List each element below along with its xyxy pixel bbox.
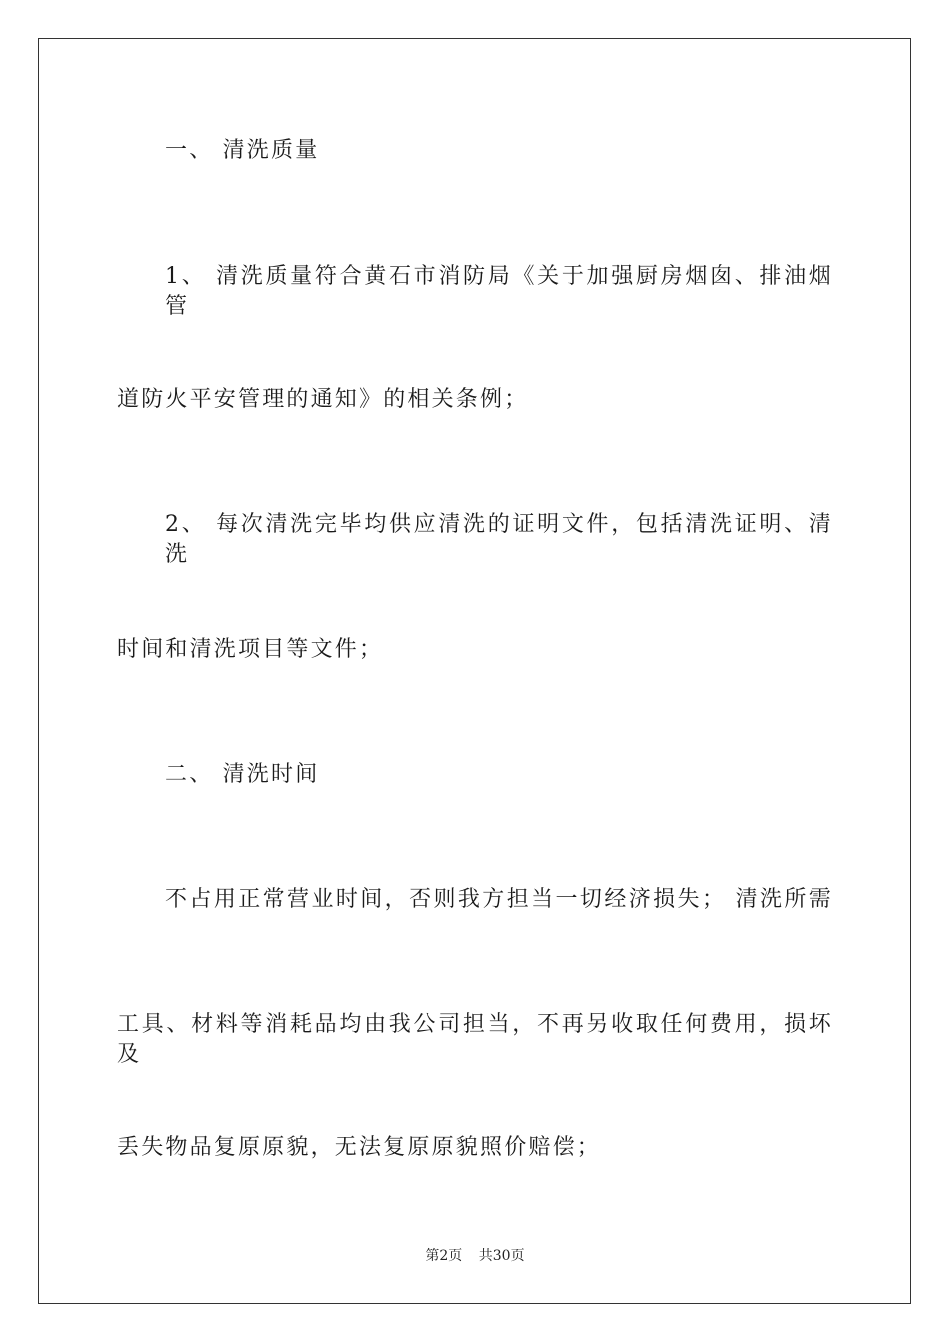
section-heading-time: 二、 清洗时间 xyxy=(165,762,320,787)
paragraph-line-3: 丢失物品复原原貌，无法复原原貌照价赔偿； xyxy=(117,1135,602,1160)
item-2-line-2: 时间和清洗项目等文件； xyxy=(117,637,384,662)
paragraph-line-1: 不占用正常营业时间，否则我方担当一切经济损失； 清洗所需 xyxy=(165,887,833,912)
paragraph-line-2: 工具、材料等消耗品均由我公司担当，不再另收取任何费用，损坏及 xyxy=(117,1012,833,1067)
page-number: 第2页 xyxy=(425,1248,463,1264)
page-total: 共30页 xyxy=(478,1248,525,1264)
page-footer xyxy=(0,1247,950,1265)
item-1-line-1: 1、 清洗质量符合黄石市消防局《关于加强厨房烟囱、排油烟管 xyxy=(165,264,833,319)
item-1-line-2: 道防火平安管理的通知》的相关条例； xyxy=(117,387,529,412)
item-2-line-1: 2、 每次清洗完毕均供应清洗的证明文件，包括清洗证明、清洗 xyxy=(165,512,833,567)
page-border xyxy=(38,38,911,1304)
section-heading-quality: 一、 清洗质量 xyxy=(165,138,320,163)
